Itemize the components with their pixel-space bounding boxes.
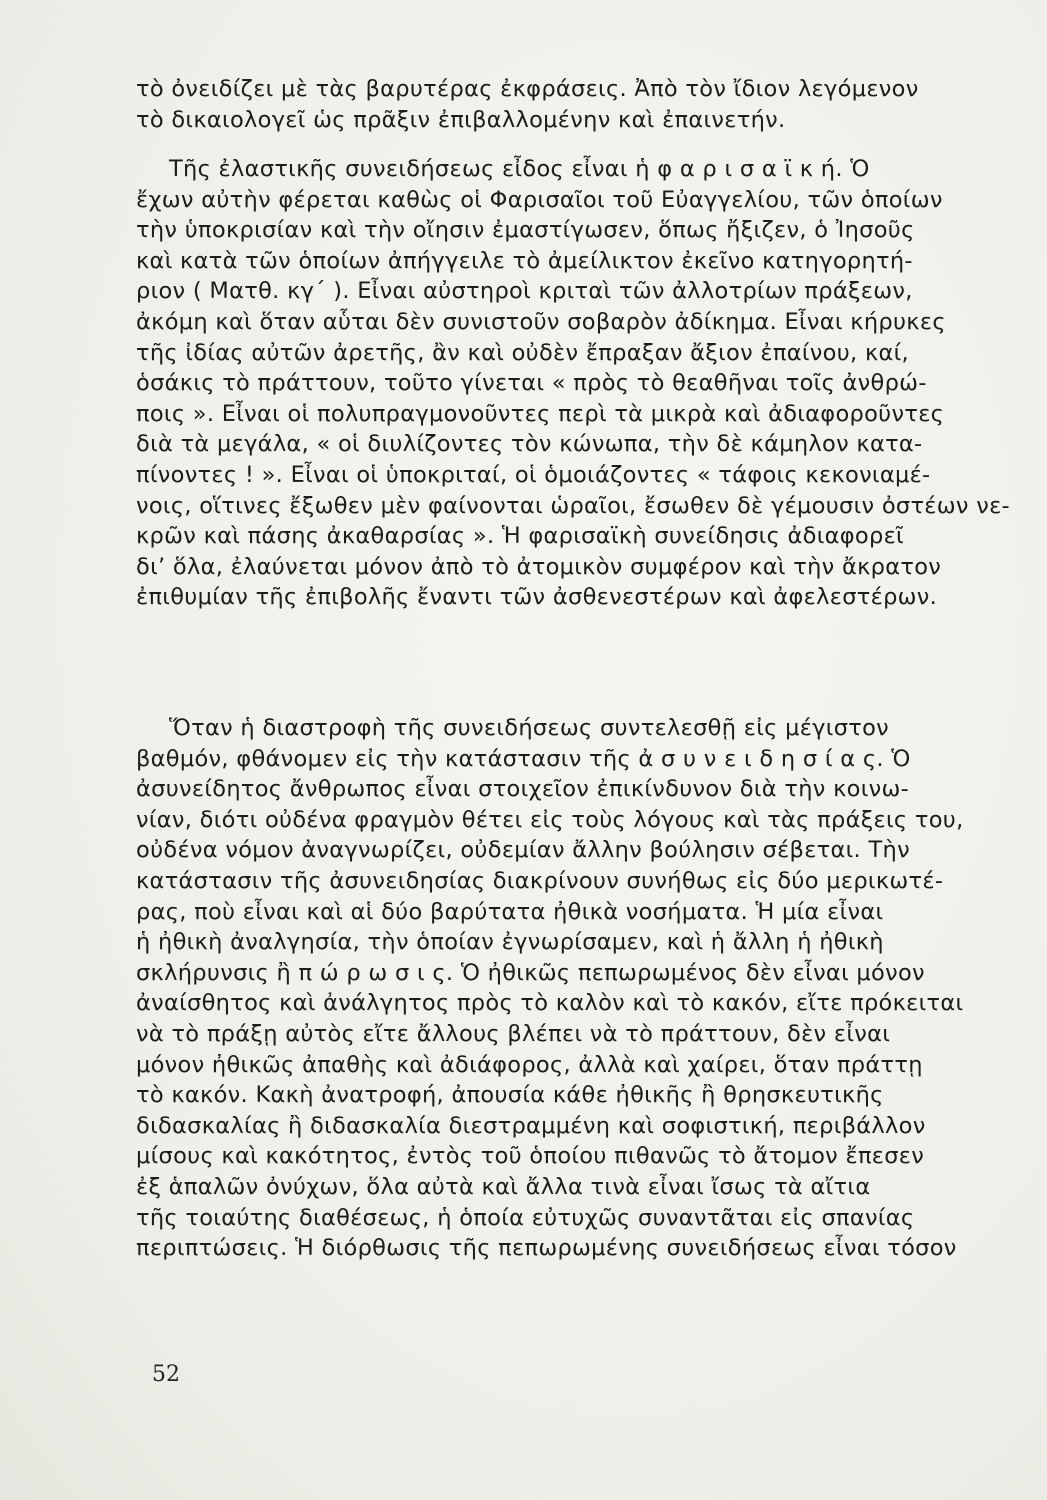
text-line: διὰ τὰ μεγάλα, « οἱ διυλίζοντες τὸν κώνωπα, τὴν δὲ κάμηλον κατα- <box>136 431 923 458</box>
text-line: πίνοντες ! ». Εἶναι οἱ ὑποκριταί, οἱ ὁμοιάζοντες « τάφοις κεκονιαμέ- <box>136 461 931 488</box>
paragraph-2 <box>136 154 1010 613</box>
text-line: τῆς ἰδίας αὐτῶν ἀρετῆς, ἂν καὶ οὐδὲν ἔπραξαν ἄξιον ἐπαίνου, καί, <box>136 339 910 366</box>
text-line: δι’ ὅλα, ἐλαύνεται μόνον ἀπὸ τὸ ἀτομικὸν συμφέρον καὶ τὴν ἄκρατον <box>136 553 942 580</box>
page-number: 52 <box>152 1362 180 1387</box>
text-line: ἐπιθυμίαν τῆς ἐπιβολῆς ἔναντι τῶν ἀσθενεστέρων καὶ ἀφελεστέρων. <box>136 584 938 611</box>
text-line: ἡ ἠθικὴ ἀναλγησία, τὴν ὁποίαν ἐγνωρίσαμεν, καὶ ἡ ἄλλη ἡ ἠθικὴ <box>136 929 884 956</box>
paragraph-3 <box>136 713 964 1264</box>
text-line: ἐξ ἁπαλῶν ὀνύχων, ὅλα αὐτὰ καὶ ἄλλα τινὰ εἶναι ἴσως τὰ αἴτια <box>136 1173 871 1200</box>
text-line: ἀκόμη καὶ ὅταν αὗται δὲν συνιστοῦν σοβαρὸν ἀδίκημα. Εἶναι κήρυκες <box>136 308 946 335</box>
text-line: Τῆς ἐλαστικῆς συνειδήσεως εἶδος εἶναι ἡ φ α ρ ι σ α ϊ κ ή. Ὁ <box>169 156 870 182</box>
text-line: σκλήρυνσις ἢ π ώ ρ ω σ ι ς. Ὁ ἠθικῶς πεπωρωμένος δὲν εἶναι μόνον <box>136 959 925 986</box>
text-line: ριον ( Ματθ. κγ΄ ). Εἶναι αὐστηροὶ κριταὶ τῶν ἀλλοτρίων πράξεων, <box>136 278 913 305</box>
paragraph-1 <box>136 74 919 135</box>
text-line: ἔχων αὐτὴν φέρεται καθὼς οἱ Φαρισαῖοι τοῦ Εὐαγγελίου, τῶν ὁποίων <box>136 186 943 213</box>
text-line: τὴν ὑποκρισίαν καὶ τὴν οἴησιν ἐμαστίγωσεν, ὅπως ἤξιζεν, ὁ Ἰησοῦς <box>136 217 915 244</box>
text-line: νὰ τὸ πράξῃ αὐτὸς εἴτε ἄλλους βλέπει νὰ τὸ πράττουν, δὲν εἶναι <box>136 1020 891 1047</box>
text-line: οὐδένα νόμον ἀναγνωρίζει, οὐδεμίαν ἄλλην βούλησιν σέβεται. Τὴν <box>136 837 910 864</box>
text-line: διδασκαλίας ἢ διδασκαλία διεστραμμένη καὶ σοφιστική, περιβάλλον <box>136 1112 926 1139</box>
text-line: ποις ». Εἶναι οἱ πολυπραγμονοῦντες περὶ τὰ μικρὰ καὶ ἀδιαφοροῦντες <box>136 400 945 427</box>
text-line: νίαν, διότι οὐδένα φραγμὸν θέτει εἰς τοὺς λόγους καὶ τὰς πράξεις του, <box>136 806 964 833</box>
text-line: ἀναίσθητος καὶ ἀνάλγητος πρὸς τὸ καλὸν καὶ τὸ κακόν, εἴτε πρόκειται <box>136 990 964 1017</box>
text-line: κρῶν καὶ πάσης ἀκαθαρσίας ». Ἡ φαρισαϊκὴ συνείδησις ἀδιαφορεῖ <box>136 523 904 550</box>
text-line: περιπτώσεις. Ἡ διόρθωσις τῆς πεπωρωμένης συνειδήσεως εἶναι τόσον <box>136 1235 957 1262</box>
text-line: μόνον ἠθικῶς ἀπαθὴς καὶ ἀδιάφορος, ἀλλὰ καὶ χαίρει, ὅταν πράττῃ <box>136 1051 923 1078</box>
text-line: ρας, ποὺ εἶναι καὶ αἱ δύο βαρύτατα ἠθικὰ νοσήματα. Ἡ μία εἶναι <box>136 898 884 925</box>
text-line: ὁσάκις τὸ πράττουν, τοῦτο γίνεται « πρὸς τὸ θεαθῆναι τοῖς ἀνθρώ- <box>136 370 927 397</box>
text-line: Ὅταν ἡ διαστροφὴ τῆς συνειδήσεως συντελεσθῇ εἰς μέγιστον <box>169 715 890 741</box>
text-line: νοις, οἵτινες ἔξωθεν μὲν φαίνονται ὡραῖοι, ἔσωθεν δὲ γέμουσιν ὀστέων νε- <box>136 492 1010 519</box>
text-line: τὸ ὀνειδίζει μὲ τὰς βαρυτέρας ἐκφράσεις. Ἀπὸ τὸν ἴδιον λεγόμενον <box>136 76 919 102</box>
text-line: τὸ κακόν. Κακὴ ἀνατροφή, ἀπουσία κάθε ἠθικῆς ἢ θρησκευτικῆς <box>136 1082 884 1109</box>
text-line: κατάστασιν τῆς ἀσυνειδησίας διακρίνουν συνήθως εἰς δύο μερικωτέ- <box>136 867 944 894</box>
text-line: τὸ δικαιολογεῖ ὡς πρᾶξιν ἐπιβαλλομένην καὶ ἐπαινετήν. <box>136 106 786 133</box>
text-line: τῆς τοιαύτης διαθέσεως, ἡ ὁποία εὐτυχῶς συναντᾶται εἰς σπανίας <box>136 1204 915 1231</box>
text-line: βαθμόν, φθάνομεν εἰς τὴν κατάστασιν τῆς ἀ σ υ ν ε ι δ η σ ί α ς. Ὁ <box>136 745 911 772</box>
text-line: μίσους καὶ κακότητος, ἐντὸς τοῦ ὁποίου πιθανῶς τὸ ἄτομον ἔπεσεν <box>136 1143 925 1170</box>
text-line: καὶ κατὰ τῶν ὁποίων ἀπήγγειλε τὸ ἀμείλικτον ἐκεῖνο κατηγορητή- <box>136 247 913 274</box>
text-line: ἀσυνείδητος ἄνθρωπος εἶναι στοιχεῖον ἐπικίνδυνον διὰ τὴν κοινω- <box>136 776 910 803</box>
